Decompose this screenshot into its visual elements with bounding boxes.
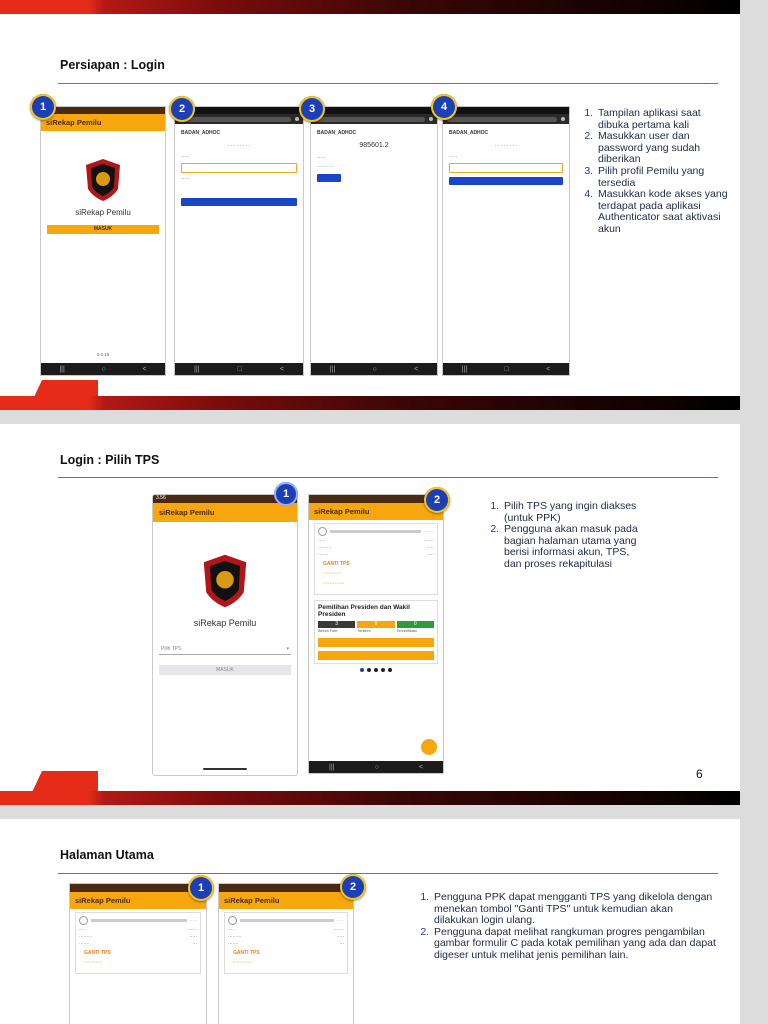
election-card (314, 600, 438, 664)
app-header: siRekap Pemilu (41, 114, 165, 131)
phone-pilih-tps (152, 494, 298, 776)
slide-halaman-utama (0, 819, 740, 1024)
android-nav: ||| □ < (443, 363, 569, 375)
right-gutter (740, 0, 768, 1024)
avatar (79, 916, 88, 925)
screen-3-profile (310, 106, 438, 376)
choose-button[interactable] (317, 174, 341, 182)
kpu-logo (200, 552, 250, 610)
status-bar (311, 107, 437, 114)
title-rule (58, 873, 718, 874)
account-card (314, 523, 438, 595)
bottom-band (0, 396, 740, 410)
stat-terkirim: 0 (357, 621, 394, 628)
action-button[interactable] (318, 651, 434, 660)
election-title: Pemilihan Presiden dan Wakil Presiden (318, 604, 410, 618)
menu-link[interactable]: ··········· (84, 960, 103, 966)
version-label: 0.0.15 (96, 352, 110, 357)
slide-title: Halaman Utama (60, 848, 154, 862)
slide-title: Persiapan : Login (60, 58, 165, 72)
instructions-list (488, 501, 638, 571)
slide-title: Login : Pilih TPS (60, 453, 160, 467)
login-button[interactable] (181, 198, 297, 206)
instruction-item: 3. Pilih profil Pemilu yang tersedia (596, 166, 730, 189)
step-badge-1: 1 (274, 482, 298, 506)
tps-info: ····· ······· (318, 538, 434, 543)
kelurahan-info: ········· ····· (318, 545, 434, 550)
status-bar (70, 884, 206, 892)
profile-code: 985601.2 (359, 142, 389, 149)
code-label: ····· (449, 154, 458, 160)
status-bar (219, 884, 353, 892)
bottom-band (0, 791, 740, 805)
masuk-button[interactable]: MASUK (159, 665, 291, 675)
step-badge-4: 4 (431, 94, 457, 120)
gesture-nav (153, 763, 297, 775)
phone-home-1 (69, 883, 207, 1024)
status-bar (41, 107, 165, 114)
screen-1-app-open (40, 106, 166, 376)
slide-persiapan-login (0, 0, 740, 410)
stat-label: Belum Foto (318, 629, 338, 633)
step-badge-1: 1 (188, 875, 214, 901)
menu-link[interactable]: ··········· (323, 571, 342, 577)
step-badge-2: 2 (340, 874, 366, 900)
chevron-down-icon: ▾ (286, 646, 289, 652)
profile-label: ····· (317, 155, 326, 161)
title-rule (58, 83, 718, 84)
screen-header: BADAN_ADHOC (181, 130, 221, 136)
separator-2 (0, 805, 768, 819)
android-nav: ||| □ < (175, 363, 303, 375)
fab-button[interactable] (421, 739, 437, 755)
android-nav: ||| ○ < (311, 363, 437, 375)
instructions-list (418, 892, 716, 962)
app-name: siRekap Pemilu (75, 208, 131, 217)
browser-bar (175, 114, 303, 124)
instruction-item: 2. Pengguna akan masuk pada bagian halaman utama yang berisi informasi akun, TPS, dan proses rekapitulasi (502, 524, 638, 570)
username-label: ····· (181, 154, 190, 160)
app-name: siRekap Pemilu (193, 618, 257, 628)
top-band (0, 0, 740, 14)
android-nav: ||| ○ < (309, 761, 443, 773)
account-card: ····· ···· ······· ········· ····· ······· ··· GANTI TPS ··········· (75, 912, 201, 974)
ganti-tps-button[interactable]: GANTI TPS (233, 950, 260, 956)
masked-code: . . . . . . . . (494, 142, 518, 148)
slide-pilih-tps (0, 424, 740, 805)
stat-row (318, 621, 434, 628)
avatar (228, 916, 237, 925)
menu-link[interactable]: ············· (323, 581, 345, 587)
screen-2-login (174, 106, 304, 376)
instruction-item: 2. Masukkan user dan password yang sudah diberikan (596, 131, 730, 166)
stat-belum-foto: 3 (318, 621, 355, 628)
page-number: 6 (696, 767, 703, 781)
instructions-list (582, 108, 730, 236)
stat-label: Terverifikasi (396, 629, 417, 633)
kabupaten-info: ······· ···· (318, 552, 434, 557)
separator-1 (0, 410, 768, 424)
masuk-button[interactable]: MASUK (47, 225, 159, 234)
step-badge-3: 3 (299, 96, 325, 122)
step-badge-2: 2 (169, 96, 195, 122)
app-header: siRekap Pemilu (70, 892, 206, 909)
phone-home-2 (218, 883, 354, 1024)
screen-4-access-code (442, 106, 570, 376)
menu-link[interactable]: ··········· (233, 960, 252, 966)
instruction-item: 1. Pengguna PPK dapat mengganti TPS yang dikelola dengan menekan tombol "Ganti TPS" untuk kemudian akan dilakukan login ulang. (432, 892, 716, 927)
prompt-text: . . . . . . . . (227, 142, 251, 148)
account-card: ····· ···· ······· ········· ····· ······· ··· GANTI TPS ··········· (224, 912, 348, 974)
app-header: siRekap Pemilu (219, 892, 353, 909)
instruction-item: 1. Pilih TPS yang ingin diakses (untuk PPK) (502, 501, 638, 524)
account-name (330, 530, 421, 533)
carousel-dots[interactable] (309, 668, 443, 672)
tps-select-placeholder: Pilih TPS (161, 646, 182, 652)
app-header: siRekap Pemilu (153, 503, 297, 522)
kpu-logo (83, 157, 123, 203)
instruction-item: 2. Pengguna dapat melihat rangkuman progres pengambilan gambar formulir C pada kotak pemilihan yang ada dan dapat digeser untuk melihat jenis pemilihan lain. (432, 927, 716, 962)
logout-link[interactable]: ····· (189, 918, 197, 923)
ganti-tps-button[interactable]: GANTI TPS (323, 561, 350, 567)
app-header: siRekap Pemilu (309, 503, 443, 520)
account-row (318, 527, 434, 536)
browser-bar (311, 114, 437, 124)
android-nav: ||| ○ < (41, 363, 165, 375)
logout-link[interactable]: ····· (336, 918, 344, 923)
step-badge-2: 2 (424, 487, 450, 513)
access-code-input[interactable] (449, 163, 563, 173)
avatar (318, 527, 327, 536)
verify-button[interactable] (449, 177, 563, 185)
password-label: ····· (181, 176, 190, 182)
status-bar (443, 107, 569, 114)
stat-labels (318, 629, 434, 633)
action-button[interactable] (318, 638, 434, 647)
instruction-item: 1. Tampilan aplikasi saat dibuka pertama kali (596, 108, 730, 131)
status-bar: 3.56 (153, 495, 297, 503)
instruction-item: 4. Masukkan kode akses yang terdapat pada aplikasi Authenticator saat aktivasi akun (596, 189, 730, 235)
browser-bar (443, 114, 569, 124)
profile-select[interactable]: ·········· (317, 164, 334, 170)
title-rule (58, 477, 718, 478)
logout-link[interactable]: ······· (423, 529, 434, 534)
stat-label: Terkirim (357, 629, 371, 633)
ganti-tps-button[interactable]: GANTI TPS (84, 950, 111, 956)
tps-select[interactable] (159, 642, 291, 655)
status-bar (309, 495, 443, 503)
screen-header: BADAN_ADHOC (317, 130, 357, 136)
username-input[interactable] (181, 163, 297, 173)
screen-header: BADAN_ADHOC (449, 130, 489, 136)
step-badge-1: 1 (30, 94, 56, 120)
phone-halaman-utama (308, 494, 444, 774)
stat-terverifikasi: 0 (397, 621, 434, 628)
